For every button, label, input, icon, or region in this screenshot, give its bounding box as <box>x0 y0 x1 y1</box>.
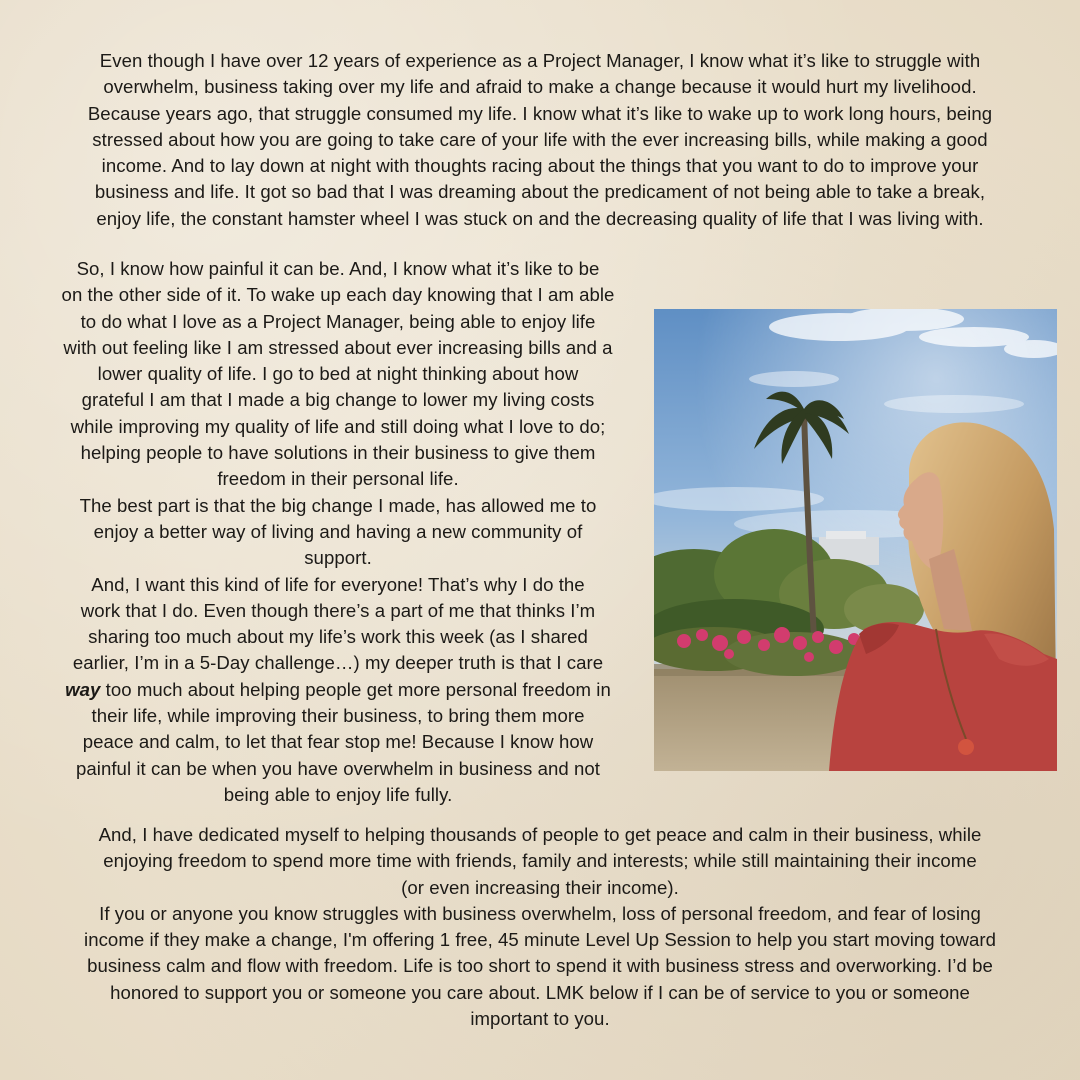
story-text-after: too much about helping people get more personal freedom in their life, while improving their business, to bring them more peace and calm, to let that fear stop me! Because I know how painful it can be when you have overwhelm in business and not being able to enjoy life fully. <box>75 678 611 805</box>
closing-paragraph: And, I have dedicated myself to helping thousands of people to get peace and calm in their business, while enjoying freedom to spend more time with friends, family and interests; while still maintaining their income (or even increasing their income). If you or anyone you know struggles with business overwhelm, loss of personal freedom, and fear of losing income if they make a change, I'm offering 1 free, 45 minute Level Up Session to help you start moving toward business calm and flow with freedom. Life is too short to spend it with business stress and overworking. I’d be honored to support you or someone you care about. LMK below if I can be of service to you or someone important to you. <box>84 824 996 1030</box>
story-paragraph <box>34 256 642 808</box>
photo-illustration <box>654 309 1057 771</box>
portrait-photo <box>654 309 1057 771</box>
story-text-before: So, I know how painful it can be. And, I know what it’s like to be on the other side of it. To wake up each day knowing that I am able to do what I love as a Project Manager, being able to enjoy life with out feeling like I am stressed about ever increasing bills and a lower quality of life. I go to bed at night thinking about how grateful I am that I made a big change to lower my living costs while improving my quality of life and still doing what I love to do; helping people to have solutions in their business to give them freedom in their personal life. The best part is that the big change I made, has allowed me to enjoy a better way of living and having a new community of support. And, I want this kind of life for everyone! That’s why I do the work that I do. Even though there’s a part of me that thinks I’m sharing too much about my life’s work this week (as I shared earlier, I’m in a 5-Day challenge…) my deeper truth is that I care <box>61 258 615 674</box>
emphasis-word: way <box>65 678 101 700</box>
intro-paragraph: Even though I have over 12 years of experience as a Project Manager, I know what it’s like to struggle with overwhelm, business taking over my life and afraid to make a change because it would hurt my livelihood. Because years ago, that struggle consumed my life. I know what it’s like to wake up to work long hours, being stressed about how you are going to take care of your life with the ever increasing bills, while making a good income. And to lay down at night with thoughts racing about the things that you want to do to improve your business and life. It got so bad that I was dreaming about the predicament of not being able to take a break, enjoy life, the constant hamster wheel I was stuck on and the decreasing quality of life that I was living with. <box>87 50 993 229</box>
